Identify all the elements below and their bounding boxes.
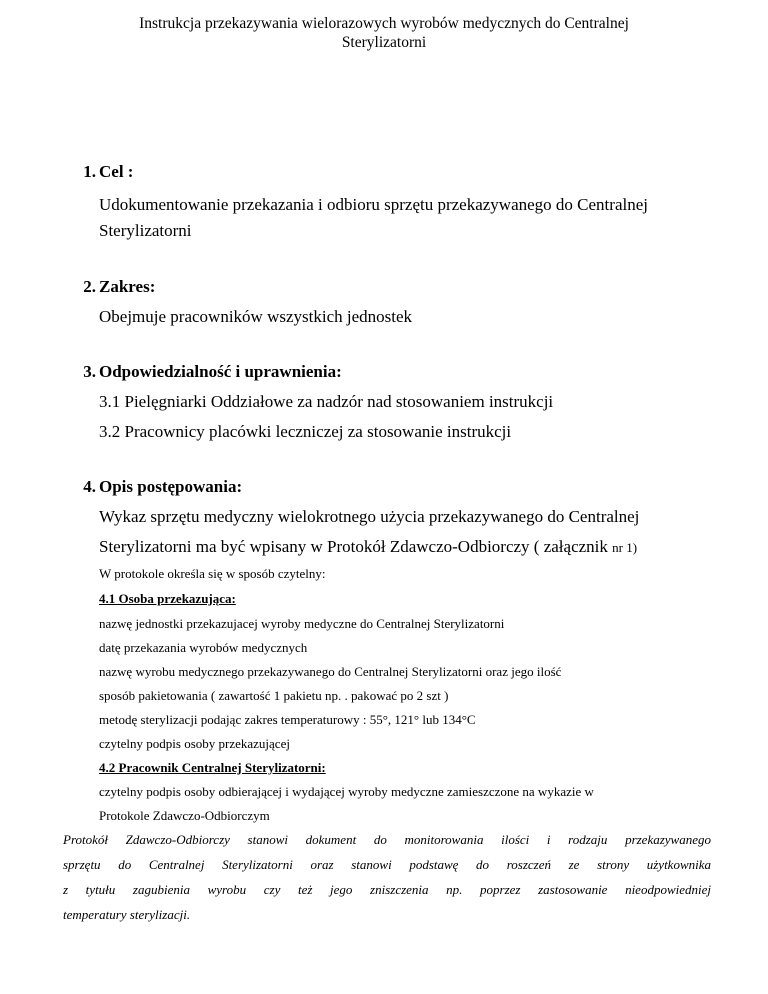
section-3-title: Odpowiedzialność i uprawnienia: — [99, 362, 342, 381]
list-item: datę przekazania wyrobów medycznych — [99, 640, 308, 655]
section-3-line-1: 3.1 Pielęgniarki Oddziałowe za nadzór nad stosowaniem instrukcji — [99, 392, 554, 411]
section-4-line-1: Wykaz sprzętu medyczny wielokrotnego użycia przekazywanego do Centralnej — [99, 507, 640, 526]
protocol-intro: W protokole określa się w sposób czytelny: — [99, 566, 326, 581]
header-line-1: Instrukcja przekazywania wielorazowych wyrobów medycznych do Centralnej — [139, 15, 629, 32]
section-3-number: 3. — [83, 362, 96, 381]
closing-line-2: sprzętu do Centralnej Sterylizatorni oraz stanowi podstawę do roszczeń ze strony użytkownika — [63, 857, 711, 872]
list-item: nazwę wyrobu medycznego przekazywanego do Centralnej Sterylizatorni oraz jego ilość — [99, 664, 562, 679]
closing-line-4: temperatury sterylizacji. — [63, 907, 191, 922]
header-line-2: Sterylizatorni — [341, 34, 427, 51]
section-1-number: 1. — [83, 162, 96, 181]
list-item: sposób pakietowania ( zawartość 1 pakietu np. . pakować po 2 szt ) — [99, 688, 449, 703]
section-4-line-2-text: Sterylizatorni ma być wpisany w Protokół Zdawczo-Odbiorczy ( załącznik — [99, 537, 608, 556]
section-1-title: Cel : — [99, 162, 134, 181]
list-item: czytelny podpis osoby odbierającej i wydającej wyroby medyczne zamieszczone na wykazie w — [99, 784, 594, 799]
document-header — [0, 14, 768, 52]
section-1-line-1: Udokumentowanie przekazania i odbioru sprzętu przekazywanego do Centralnej — [99, 195, 648, 214]
closing-line-3: z tytułu zagubienia wyrobu czy też jego zniszczenia np. poprzez zastosowanie nieodpowiedniej — [63, 882, 711, 897]
section-4-number: 4. — [83, 477, 96, 496]
section-1-line-2: Sterylizatorni — [99, 221, 192, 240]
section-2-title: Zakres: — [99, 277, 156, 296]
section-4-title: Opis postępowania: — [99, 477, 243, 496]
subsection-4-1-title: 4.1 Osoba przekazująca: — [99, 591, 236, 606]
section-2-number: 2. — [83, 277, 96, 296]
list-item: metodę sterylizacji podając zakres temperaturowy : 55°, 121° lub 134°C — [99, 712, 476, 727]
subsection-4-2-title: 4.2 Pracownik Centralnej Sterylizatorni: — [99, 760, 326, 775]
list-item: Protokole Zdawczo-Odbiorczym — [99, 808, 270, 823]
section-3-line-2: 3.2 Pracownicy placówki leczniczej za stosowanie instrukcji — [99, 422, 512, 441]
attachment-number: nr 1) — [612, 540, 638, 555]
closing-line-1: Protokół Zdawczo-Odbiorczy stanowi dokument do monitorowania ilości i rodzaju przekazywanego — [63, 832, 711, 847]
list-item: czytelny podpis osoby przekazującej — [99, 736, 290, 751]
list-item: nazwę jednostki przekazujacej wyroby medyczne do Centralnej Sterylizatorni — [99, 616, 505, 631]
section-4-line-2 — [99, 537, 637, 557]
section-2-line-1: Obejmuje pracowników wszystkich jednostek — [99, 307, 413, 326]
